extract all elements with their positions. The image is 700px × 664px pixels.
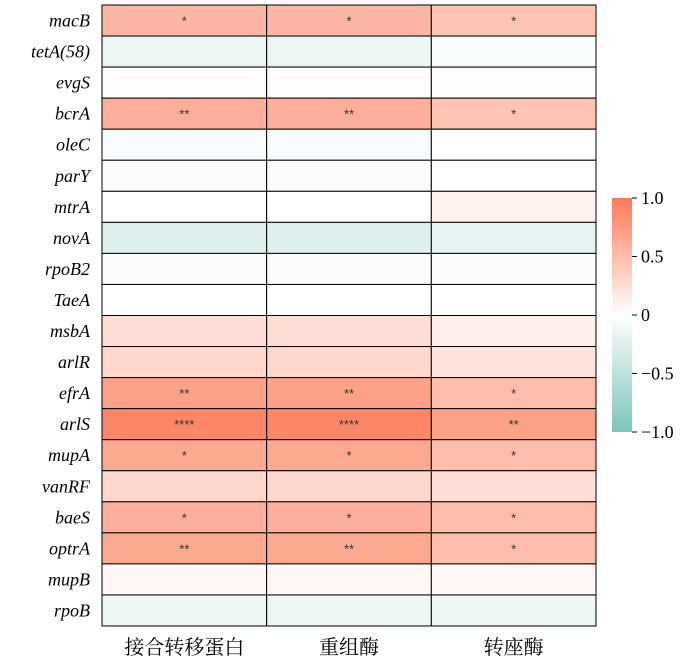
row-label: rpoB2 [45, 258, 90, 279]
column-labels [124, 635, 543, 659]
heatmap-cell [102, 67, 267, 98]
column-label: 重组酶 [319, 635, 379, 659]
colorbar-tick-label: 1.0 [641, 188, 664, 208]
heatmap-cells [102, 5, 596, 626]
significance-label: * [511, 448, 517, 464]
colorbar [612, 188, 674, 442]
heatmap-cell [431, 253, 596, 284]
heatmap-cell [267, 471, 432, 502]
significance-label: ** [343, 386, 355, 402]
significance-label: * [511, 510, 517, 526]
significance-label: ** [343, 541, 355, 557]
heatmap-cell [431, 67, 596, 98]
heatmap-cell [267, 564, 432, 595]
significance-label: * [181, 510, 187, 526]
significance-label: * [511, 386, 517, 402]
row-label: mtrA [54, 196, 90, 217]
heatmap-cell [267, 160, 432, 191]
heatmap-cell [431, 347, 596, 378]
heatmap-cell [102, 191, 267, 222]
heatmap-cell [431, 191, 596, 222]
heatmap-cell [431, 129, 596, 160]
significance-label: * [511, 541, 517, 557]
row-label: mupA [48, 445, 90, 466]
heatmap-cell [267, 284, 432, 315]
row-label: macB [49, 10, 90, 31]
heatmap-cell [431, 36, 596, 67]
row-label: evgS [56, 72, 90, 93]
colorbar-tick-label: −0.5 [641, 363, 674, 384]
heatmap-cell [267, 347, 432, 378]
row-label: parY [54, 165, 90, 186]
colorbar-gradient [612, 198, 632, 432]
colorbar-tick-label: 0.5 [641, 246, 664, 267]
row-label: optrA [48, 538, 90, 559]
row-label: TaeA [53, 289, 90, 310]
heatmap-cell [267, 595, 432, 626]
heatmap-cell [431, 595, 596, 626]
significance-label: * [511, 13, 517, 29]
heatmap-cell [102, 160, 267, 191]
significance-label: * [511, 106, 517, 122]
heatmap-cell [267, 36, 432, 67]
heatmap-cell [102, 222, 267, 253]
row-label: arlS [59, 414, 90, 435]
row-label: oleC [56, 134, 90, 155]
significance-label: ** [179, 386, 190, 402]
heatmap-cell [431, 160, 596, 191]
row-label: efrA [59, 383, 90, 404]
heatmap-cell [102, 36, 267, 67]
significance-label: * [346, 13, 352, 29]
row-label: arlR [57, 352, 90, 373]
significance-label: * [181, 13, 187, 29]
significance-label: ** [179, 106, 190, 122]
heatmap-cell [102, 471, 267, 502]
heatmap-cell [102, 253, 267, 284]
colorbar-tick-label: 0 [641, 305, 650, 325]
row-label: rpoB [54, 600, 90, 621]
heatmap-cell [267, 253, 432, 284]
row-label: bcrA [55, 103, 90, 124]
significance-label: * [181, 448, 187, 464]
significance-label: * [346, 510, 352, 526]
row-labels [31, 11, 92, 621]
heatmap-cell [102, 316, 267, 347]
heatmap-cell [102, 129, 267, 160]
heatmap-cell [431, 316, 596, 347]
heatmap-cell [431, 222, 596, 253]
heatmap-cell [431, 471, 596, 502]
heatmap-cell [431, 284, 596, 315]
heatmap-cell [267, 129, 432, 160]
heatmap-cell [102, 595, 267, 626]
row-label: tetA(58) [31, 41, 90, 62]
significance-label: * [346, 448, 352, 464]
heatmap-cell [102, 284, 267, 315]
heatmap-cell [267, 67, 432, 98]
heatmap-cell [267, 222, 432, 253]
colorbar-tick-label: −1.0 [641, 422, 674, 442]
heatmap-cell [431, 564, 596, 595]
significance-label: ** [179, 541, 190, 557]
heatmap-cell [267, 191, 432, 222]
heatmap-cell [102, 564, 267, 595]
row-label: mupB [48, 569, 90, 590]
column-label: 转座酶 [483, 635, 544, 659]
row-label: vanRF [42, 476, 90, 497]
row-label: novA [53, 227, 90, 248]
significance-label: **** [174, 417, 195, 433]
colorbar-ticks [632, 188, 674, 442]
heatmap-cell [267, 316, 432, 347]
significance-label: ** [508, 417, 519, 433]
significance-label: **** [338, 417, 360, 433]
heatmap-cell [102, 347, 267, 378]
row-label: msbA [50, 321, 90, 342]
row-label: baeS [55, 507, 90, 528]
column-label: 接合转移蛋白 [124, 635, 245, 659]
significance-label: ** [343, 106, 355, 122]
